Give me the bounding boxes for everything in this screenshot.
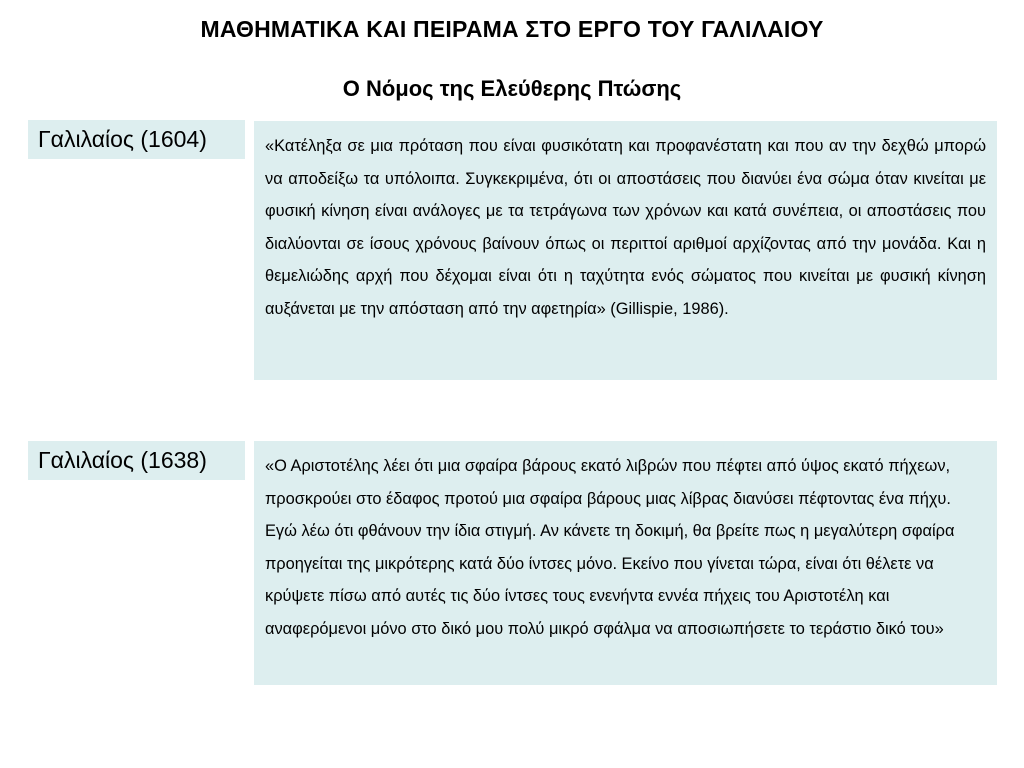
slide-title: ΜΑΘΗΜΑΤΙΚΑ ΚΑΙ ΠΕΙΡΑΜΑ ΣΤΟ ΕΡΓΟ ΤΟΥ ΓΑΛΙΛΑΙΟΥ [200,16,824,42]
slide-subtitle: Ο Νόμος της Ελεύθερης Πτώσης [342,76,682,101]
section-label-1638: Γαλιλαίος (1638) [28,441,245,480]
quote-box-1638: «Ο Αριστοτέλης λέει ότι μια σφαίρα βάρους εκατό λιβρών που πέφτει από ύψος εκατό πήχεων, προσκρούει στο έδαφος προτού μια σφαίρα βάρους μιας λίβρας διανύσει πέφτοντας ένα πήχυ. Εγώ λέω ότι φθάνουν την ίδια στιγμή. Αν κάνετε τη δοκιμή, θα βρείτε πως η μεγαλύτερη σφαίρα προηγείται της μικρότερης κατά δύο ίντσες μόνο. Εκείνο που γίνεται τώρα, είναι ότι θέλετε να κρύψετε πίσω από αυτές τις δύο ίντσες τους ενενήντα εννέα πήχεις του Αριστοτέλη και αναφερόμενοι μόνο στο δικό μου πολύ μικρό σφάλμα να αποσιωπήσετε το τεράστιο δικό του» [254,441,997,685]
quote-box-1604: «Κατέληξα σε μια πρόταση που είναι φυσικότατη και προφανέστατη και που αν την δεχθώ μπορώ να αποδείξω τα υπόλοιπα. Συγκεκριμένα, ότι οι αποστάσεις που διανύει ένα σώμα όταν κινείται με φυσική κίνηση είναι ανάλογες με τα τετράγωνα των χρόνων και κατά συνέπεια, οι αποστάσεις που διαλύονται σε ίσους χρόνους βαίνουν όπως οι περιττοί αριθμοί αρχίζοντας από την μονάδα. Και η θεμελιώδης αρχή που δέχομαι είναι ότι η ταχύτητα ενός σώματος που κινείται με φυσική κίνηση αυξάνεται με την απόσταση από την αφετηρία» (Gillispie, 1986). [254,121,997,380]
section-label-1604: Γαλιλαίος (1604) [28,120,245,159]
